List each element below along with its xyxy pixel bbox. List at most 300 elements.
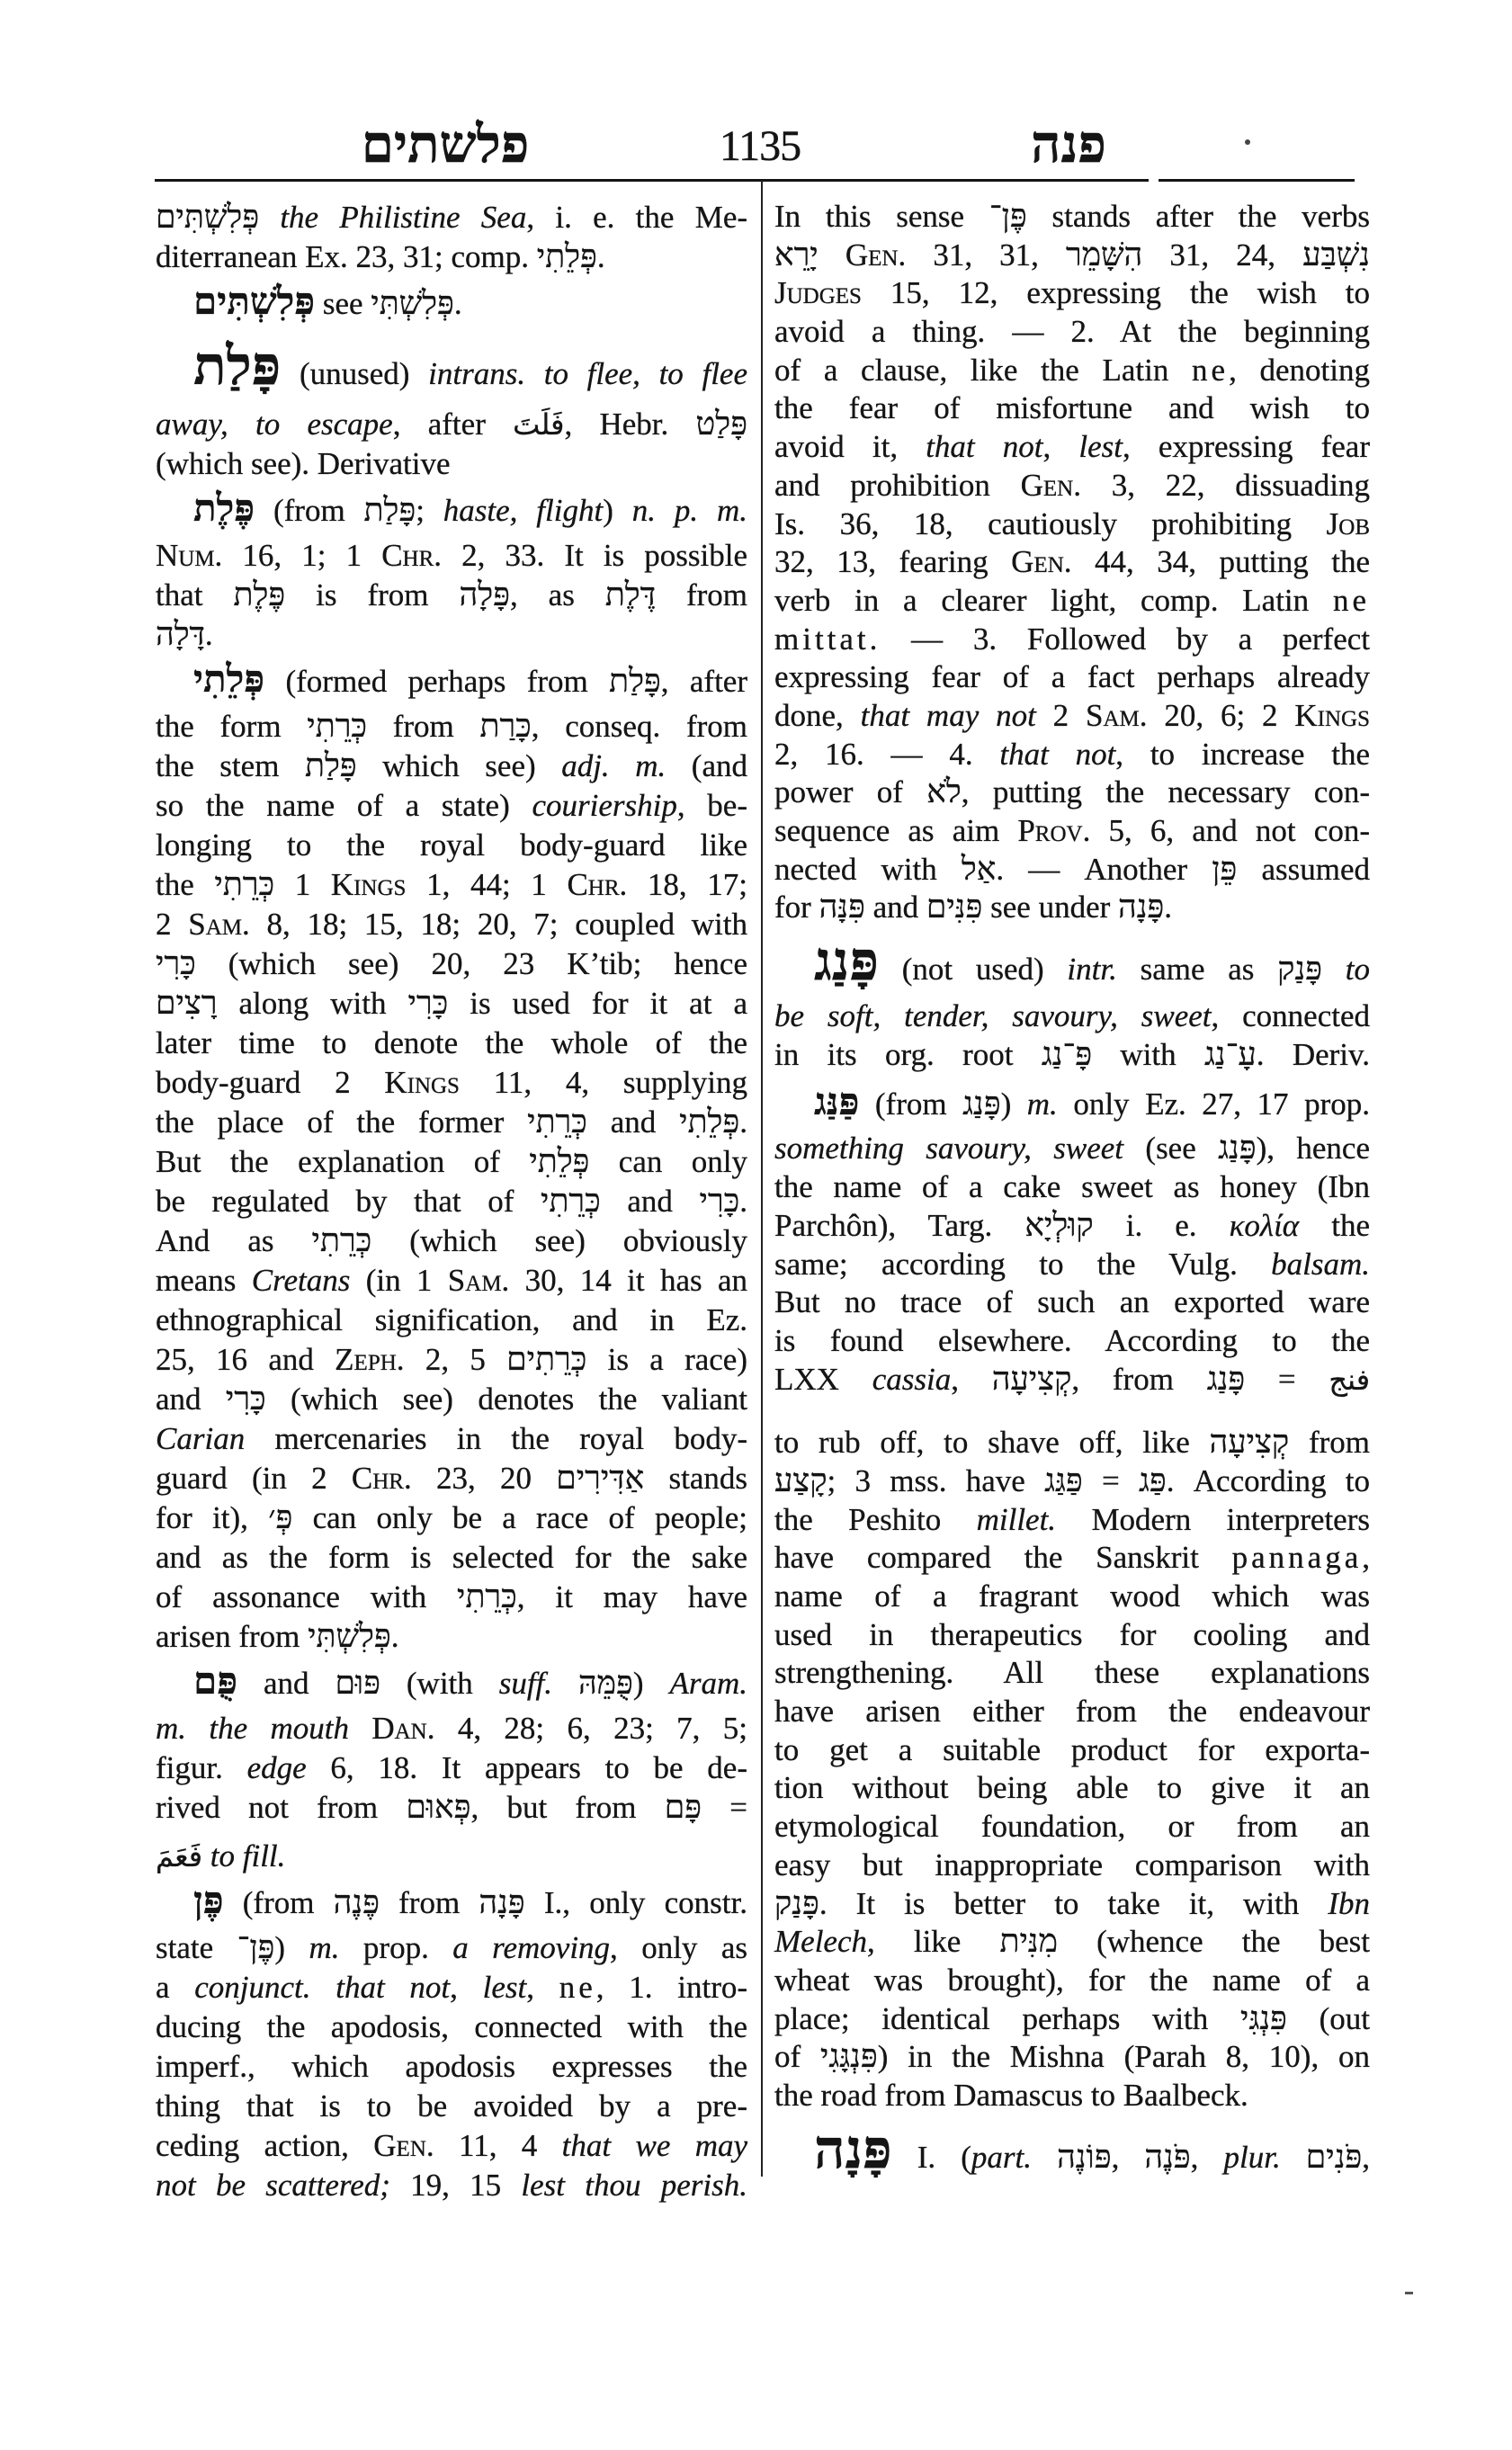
roman-text: be regulated by that of: [156, 1184, 541, 1219]
text-line: [774, 1322, 1370, 1361]
hebrew-word: דָּלָה: [156, 616, 205, 652]
text-line: [156, 707, 747, 747]
hebrew-word: הִשָּׁמֵר: [1066, 236, 1143, 273]
roman-text: avoid a thing. — 2. At the beginning: [774, 314, 1370, 350]
text-line: [774, 1578, 1370, 1616]
roman-text: stands: [644, 1461, 748, 1496]
roman-text: [1281, 2140, 1306, 2175]
hebrew-word: פָּנַג: [1218, 1130, 1257, 1167]
roman-text: .: [739, 1184, 747, 1219]
roman-text: , Hebr.: [564, 407, 696, 442]
roman-text: and: [156, 1381, 226, 1417]
column-divider: [761, 181, 763, 2177]
roman-text: done,: [774, 697, 861, 733]
text-line: [774, 1283, 1370, 1322]
roman-text: have compared the Sanskrit: [774, 1540, 1232, 1576]
roman-text: means: [156, 1263, 252, 1298]
roman-text: to get a suitable product for exporta-: [774, 1731, 1370, 1767]
scan-speck: [1405, 2292, 1413, 2294]
italic-text: something savoury, sweet: [774, 1131, 1124, 1167]
roman-text: ), hence: [1256, 1131, 1370, 1167]
roman-text: , after: [392, 407, 514, 442]
roman-text: (in 1: [350, 1263, 448, 1298]
roman-text: longing to the royal body-guard like: [156, 827, 747, 863]
text-line: [156, 1617, 747, 1657]
roman-text: of: [774, 2039, 820, 2075]
roman-text: . — Another: [996, 851, 1212, 887]
roman-text: ,: [1362, 2139, 1371, 2175]
text-line: [774, 1693, 1370, 1731]
roman-text: from: [379, 1885, 479, 1920]
roman-text: 5, 6, and not con-: [1090, 813, 1370, 848]
hebrew-word: פֵּן: [1212, 850, 1238, 887]
roman-text: so the name of a state): [156, 788, 532, 823]
text-line: [156, 944, 747, 984]
italic-text: cassia: [872, 1361, 952, 1397]
text-line: [774, 736, 1370, 774]
text-line: [156, 1538, 747, 1578]
hebrew-word: נִשְׁבַּע: [1302, 236, 1370, 273]
text-line: [156, 1498, 747, 1538]
roman-text: and: [237, 1666, 336, 1701]
roman-text: I., only constr.: [524, 1885, 747, 1920]
hebrew-word: פֶּלֶת: [233, 577, 286, 612]
roman-text: and: [586, 1104, 680, 1140]
book-reference: Gen.: [373, 2128, 434, 2163]
hebrew-word: פָּנַג: [1206, 1360, 1246, 1397]
book-reference: Gen.: [845, 237, 907, 273]
italic-text: Aram.: [669, 1666, 747, 1701]
text-line: [774, 697, 1370, 736]
book-reference: Zeph.: [335, 1342, 405, 1377]
hebrew-word: רָצִים: [156, 985, 218, 1021]
roman-text: and as the form is selected for the sake: [156, 1540, 747, 1575]
text-line: [156, 1103, 747, 1142]
spaced-text: ne: [1192, 352, 1230, 388]
text-line: [774, 1168, 1370, 1207]
italic-text: haste, flight: [443, 493, 604, 528]
roman-text: ) in the Mishna (Parah 8, 10), on: [877, 2039, 1371, 2075]
text-line: [774, 2000, 1370, 2039]
hebrew-word: כְּרֵתִי: [214, 866, 275, 902]
roman-text: along with: [217, 986, 408, 1021]
roman-text: in its org. root: [774, 1036, 1042, 1072]
text-line: [774, 1846, 1370, 1885]
text-line: [156, 2087, 747, 2126]
hebrew-word: פָּלַת: [363, 492, 416, 528]
text-line: [774, 1962, 1370, 2000]
hebrew-word: כְּרֵתִים: [506, 1341, 587, 1377]
roman-text: Parchôn), Targ.: [774, 1207, 1025, 1243]
roman-text: I. (: [891, 2139, 971, 2175]
text-line: [156, 2126, 747, 2166]
roman-text: 31, 24,: [1142, 237, 1303, 273]
text-line: [774, 1462, 1370, 1501]
headword: פֻּם: [193, 1661, 238, 1703]
text-line: [774, 1246, 1370, 1284]
hebrew-word: פַּגַּג: [1044, 1462, 1083, 1498]
roman-text: 6, 18. It appears to be de-: [306, 1750, 747, 1785]
headword: פָּלַת: [193, 336, 282, 396]
text-line: [156, 1662, 747, 1709]
italic-text: to: [1322, 952, 1370, 988]
roman-text: 1, 44; 1: [406, 867, 568, 902]
roman-text: (with: [380, 1666, 499, 1701]
roman-text: Modern interpreters: [1056, 1501, 1370, 1537]
italic-text: edge: [246, 1750, 307, 1785]
hebrew-word: כְּרֵתִי: [541, 1183, 601, 1219]
roman-text: 32, 13, fearing: [774, 544, 1012, 580]
roman-text: [1032, 2140, 1057, 2175]
book-reference: Gen.: [1020, 467, 1081, 503]
hebrew-word: פָּלַת: [609, 663, 661, 699]
book-reference: Sam.: [188, 907, 250, 942]
roman-text: expressing fear of a fact perhaps already: [774, 659, 1370, 695]
hebrew-word: פִּנִּים: [926, 889, 983, 925]
text-line: [774, 997, 1370, 1036]
italic-text: intr.: [1067, 952, 1117, 988]
roman-text: , 1. intro-: [595, 1970, 748, 2005]
print-dot-mark: [1245, 139, 1250, 145]
roman-text: , expressing fear: [1122, 429, 1370, 465]
text-line: [774, 1361, 1370, 1425]
text-line: [774, 1083, 1370, 1130]
roman-text: same; according to the Vulg.: [774, 1246, 1272, 1282]
roman-text: body-guard 2: [156, 1065, 385, 1100]
text-line: [156, 1182, 747, 1221]
hebrew-word: פָּנָה: [1118, 889, 1165, 925]
italic-text: plur.: [1223, 2139, 1281, 2175]
headword: פַּנַּג: [814, 1082, 860, 1124]
text-line: [774, 274, 1370, 313]
roman-text: the road from Damascus to Baalbeck.: [774, 2077, 1248, 2113]
roman-text: prop.: [339, 1930, 453, 1965]
italic-text: Carian: [156, 1421, 246, 1456]
hebrew-word: דֶּלֶת: [604, 577, 656, 612]
roman-text: (formed perhaps from: [264, 664, 610, 699]
text-line: [774, 1731, 1370, 1770]
text-line: [774, 1539, 1370, 1578]
roman-text: the name of a cake sweet as honey (Ibn: [774, 1169, 1370, 1205]
book-reference: Chr.: [351, 1461, 412, 1496]
roman-text: . Deriv.: [1256, 1036, 1370, 1072]
roman-text: , as: [509, 577, 605, 612]
hebrew-word: כְּרֵתִי: [457, 1578, 517, 1614]
roman-text: — 3. Followed by a perfect: [881, 621, 1370, 657]
roman-text: i. e.: [1093, 1207, 1230, 1243]
text-line: [156, 536, 747, 576]
hebrew-word: פַּג: [1139, 1462, 1167, 1498]
roman-text: , only as: [610, 1930, 748, 1965]
roman-text: name of a fragrant wood which was: [774, 1578, 1370, 1614]
hebrew-word: פֶּן־: [989, 198, 1027, 234]
roman-text: (from: [255, 493, 364, 528]
italic-text: suff.: [498, 1666, 553, 1701]
roman-text: (which see) obviously: [371, 1223, 747, 1258]
spaced-text: ne: [1332, 582, 1370, 618]
text-line: [156, 1063, 747, 1103]
roman-text: (from: [859, 1086, 963, 1122]
left-guide-word: פלשתים: [361, 115, 530, 174]
roman-text: 16, 1; 1: [222, 538, 382, 573]
italic-text: Ibn: [1328, 1885, 1370, 1921]
book-reference: Chr.: [567, 867, 628, 902]
roman-text: the fear of misfortune and wish to: [774, 390, 1370, 426]
hebrew-word: פְּלֵתִי: [679, 1104, 740, 1140]
roman-text: ,: [1111, 2139, 1145, 2175]
roman-text: ethnographical signification, and in Ez.: [156, 1302, 747, 1337]
text-line: [156, 1968, 747, 2007]
roman-text: same as: [1116, 952, 1278, 988]
italic-text: to fill.: [202, 1838, 286, 1873]
roman-text: ,: [1362, 1540, 1370, 1576]
roman-text: rived not from: [156, 1790, 407, 1825]
hebrew-word: פָּנַג: [962, 1086, 1001, 1122]
roman-text: the place of the former: [156, 1104, 528, 1140]
roman-text: 2: [156, 907, 189, 942]
roman-text: (from: [223, 1885, 334, 1920]
text-line: [774, 2038, 1370, 2077]
roman-text: .: [204, 617, 213, 652]
roman-text: for it),: [156, 1500, 269, 1535]
roman-text: (unused): [281, 356, 429, 391]
header-rule: [155, 179, 1149, 182]
text-line: [156, 576, 747, 615]
text-line: [774, 198, 1370, 237]
hebrew-word: פֹּנִים: [1305, 2138, 1363, 2175]
right-guide-word: פנה: [1031, 115, 1106, 174]
hebrew-word: פָּנָה: [479, 1884, 525, 1920]
book-reference: Kings: [330, 867, 407, 902]
text-line: [156, 282, 747, 329]
roman-text: diterranean Ex. 23, 31; comp.: [156, 239, 537, 274]
roman-text: state: [156, 1930, 237, 1965]
roman-text: 2, 16. — 4.: [774, 736, 1000, 772]
roman-text: ): [603, 493, 632, 528]
text-line: [774, 389, 1370, 428]
roman-text: In this sense: [774, 199, 989, 234]
hebrew-word: פָּנַק: [1277, 951, 1323, 988]
spaced-text: mittat.: [774, 621, 881, 657]
roman-text: that: [156, 577, 234, 612]
roman-text: easy but inappropriate comparison with: [774, 1846, 1370, 1882]
roman-text: arisen from: [156, 1619, 309, 1654]
italic-text: lest: [1078, 429, 1123, 465]
book-reference: Sam.: [447, 1263, 510, 1298]
hebrew-word: כָּרִי: [156, 945, 196, 981]
text-line: [156, 1380, 747, 1419]
text-line: [774, 932, 1370, 997]
roman-text: 15, 12, expressing the wish to: [861, 275, 1370, 311]
italic-text: balsam.: [1271, 1246, 1370, 1282]
arabic-word: فَلَتَ: [513, 407, 565, 442]
roman-text: etymological foundation, or from an: [774, 1809, 1370, 1845]
roman-text: [552, 1666, 578, 1701]
roman-text: (whence the best: [1057, 1924, 1370, 1960]
italic-text: n. p. m.: [631, 493, 747, 528]
italic-text: that we may: [561, 2128, 748, 2163]
hebrew-word: פְּלִשְׁתִּים: [156, 199, 260, 235]
text-line: [156, 984, 747, 1024]
book-reference: Dan.: [371, 1711, 435, 1746]
roman-text: of assonance with: [156, 1579, 458, 1614]
roman-text: the: [1299, 1207, 1371, 1243]
text-line: [774, 658, 1370, 697]
hebrew-word: קְצִיעָה: [991, 1360, 1072, 1397]
text-line: [156, 237, 747, 277]
text-line: [156, 1340, 747, 1380]
roman-text: , from: [1071, 1361, 1207, 1397]
roman-text: ; 3 mss. have: [827, 1462, 1045, 1498]
italic-text: that not: [926, 429, 1043, 465]
roman-text: (not used): [878, 952, 1068, 988]
book-reference: Chr.: [381, 538, 443, 573]
text-line: [156, 747, 747, 786]
roman-text: ): [274, 1930, 309, 1965]
roman-text: , denoting: [1229, 352, 1371, 388]
roman-text: 8, 18; 15, 18; 20, 7; coupled with: [249, 907, 747, 942]
text-line: [156, 2047, 747, 2087]
italic-text: m. the mouth: [156, 1711, 349, 1746]
italic-text: m.: [309, 1930, 340, 1965]
hebrew-word: כְּרֵתִי: [311, 1222, 372, 1258]
hebrew-word: פְּלִשְׁתִּי: [308, 1618, 391, 1654]
page-number: 1135: [719, 122, 801, 170]
roman-text: , connected: [1211, 998, 1370, 1034]
hebrew-word: קְצִיעָה: [1209, 1424, 1290, 1461]
roman-text: can only: [589, 1144, 747, 1179]
text-line: [774, 428, 1370, 467]
hebrew-word: פָּם: [664, 1789, 702, 1825]
text-line: [156, 615, 747, 655]
text-line: [774, 773, 1370, 812]
hebrew-word: כָּרִי: [225, 1381, 266, 1417]
spaced-text: pannaga: [1231, 1540, 1363, 1576]
roman-text: .: [453, 286, 462, 321]
hebrew-word: פִּנְגָּגִי: [819, 2038, 878, 2075]
roman-text: ceding action,: [156, 2128, 374, 2163]
hebrew-word: כָּרִי: [407, 985, 449, 1021]
roman-text: from: [655, 577, 747, 612]
roman-text: 11, 4: [434, 2128, 562, 2163]
roman-text: and prohibition: [774, 467, 1021, 503]
roman-text: can only be a race of people;: [292, 1500, 747, 1535]
roman-text: 1: [274, 867, 331, 902]
roman-text: is from: [285, 577, 460, 612]
roman-text: mercenaries in the royal body-: [245, 1421, 747, 1456]
roman-text: .: [739, 1104, 747, 1140]
roman-text: 23, 20: [411, 1461, 557, 1496]
text-line: [774, 621, 1370, 659]
italic-text: m.: [1026, 1086, 1058, 1122]
hebrew-word: כָּרִי: [699, 1183, 740, 1219]
hebrew-word: כְּרֵתִי: [307, 708, 367, 744]
book-reference: Job: [1326, 505, 1370, 541]
roman-text: ): [1000, 1086, 1027, 1122]
hebrew-word: פָּנַק: [774, 1884, 819, 1921]
text-line: [156, 1459, 747, 1498]
roman-text: power of: [774, 774, 927, 810]
italic-text: that not: [999, 736, 1116, 772]
roman-text: 2, 5: [404, 1342, 507, 1377]
roman-text: the form: [156, 709, 308, 744]
roman-text: thing that is to be avoided by a pre-: [156, 2088, 747, 2124]
hebrew-word: פּוֹנֶה: [1057, 2138, 1112, 2175]
book-reference: Judges: [774, 275, 862, 311]
roman-text: LXX: [774, 1361, 872, 1397]
roman-text: stands after the verbs: [1026, 199, 1370, 234]
roman-text: see: [315, 286, 371, 321]
italic-text: a removing: [452, 1930, 611, 1965]
roman-text: sequence as aim: [774, 813, 1018, 848]
roman-text: avoid it,: [774, 429, 926, 465]
text-line: [774, 1923, 1370, 1962]
italic-text: part.: [971, 2139, 1032, 2175]
roman-text: =: [1245, 1361, 1329, 1397]
roman-text: , to increase the: [1115, 736, 1370, 772]
roman-text: ): [632, 1666, 670, 1701]
roman-text: , conseq. from: [531, 709, 747, 744]
text-line: [156, 405, 747, 444]
text-line: [774, 2077, 1370, 2115]
roman-text: , be-: [676, 788, 747, 823]
roman-text: a: [156, 1970, 195, 2005]
text-line: [774, 2119, 1371, 2186]
roman-text: of a clause, like the Latin: [774, 352, 1193, 388]
roman-text: tion without being able to give it an: [774, 1770, 1370, 1806]
roman-text: (out: [1286, 2000, 1370, 2036]
text-line: [156, 2007, 747, 2047]
headword: פֶּן: [193, 1881, 224, 1922]
book-reference: Kings: [384, 1065, 460, 1100]
headword: פֶּלֶת: [193, 488, 255, 530]
roman-text: (which see) denotes the valiant: [265, 1381, 747, 1417]
hebrew-word: פֶּנֶה: [333, 1884, 380, 1920]
roman-text: the: [156, 867, 215, 902]
roman-text: imperf., which apodosis expresses the: [156, 2049, 747, 2084]
hebrew-word: פֶּן־: [237, 1929, 275, 1965]
italic-text: be soft, tender, savoury, sweet: [774, 998, 1212, 1034]
text-line: [156, 1748, 747, 1788]
roman-text: ,: [1042, 429, 1079, 465]
text-line: [774, 1616, 1370, 1655]
roman-text: (and: [666, 748, 747, 783]
roman-text: from: [366, 709, 480, 744]
text-line: [774, 1207, 1370, 1246]
hebrew-word: פְּלֵתִי: [529, 1143, 590, 1179]
text-line: [156, 1142, 747, 1182]
italic-text: lest: [482, 1970, 527, 2005]
text-line: [156, 1928, 747, 1968]
text-line: [156, 1221, 747, 1261]
text-line: [156, 198, 747, 237]
hebrew-word: פָּלַת: [304, 747, 357, 783]
roman-text: later time to denote the whole of the: [156, 1025, 747, 1060]
text-line: [774, 889, 1370, 927]
hebrew-word: קוּלְיָא: [1024, 1206, 1094, 1243]
roman-text: 4, 28; 6, 23; 7, 5;: [434, 1711, 747, 1746]
text-line: [774, 1424, 1370, 1462]
hebrew-word: אַדִּירִים: [556, 1460, 645, 1496]
roman-text: But the explanation of: [156, 1144, 530, 1179]
hebrew-word: פְּלִשְׁתִּי: [371, 285, 454, 321]
roman-text: with: [1092, 1036, 1204, 1072]
hebrew-word: עָ־נַג: [1203, 1035, 1257, 1072]
roman-text: have arisen either from the endeavour: [774, 1694, 1370, 1730]
roman-text: and: [600, 1184, 700, 1219]
hebrew-word: פּוּם: [335, 1665, 380, 1701]
book-reference: Sam.: [1086, 697, 1148, 733]
